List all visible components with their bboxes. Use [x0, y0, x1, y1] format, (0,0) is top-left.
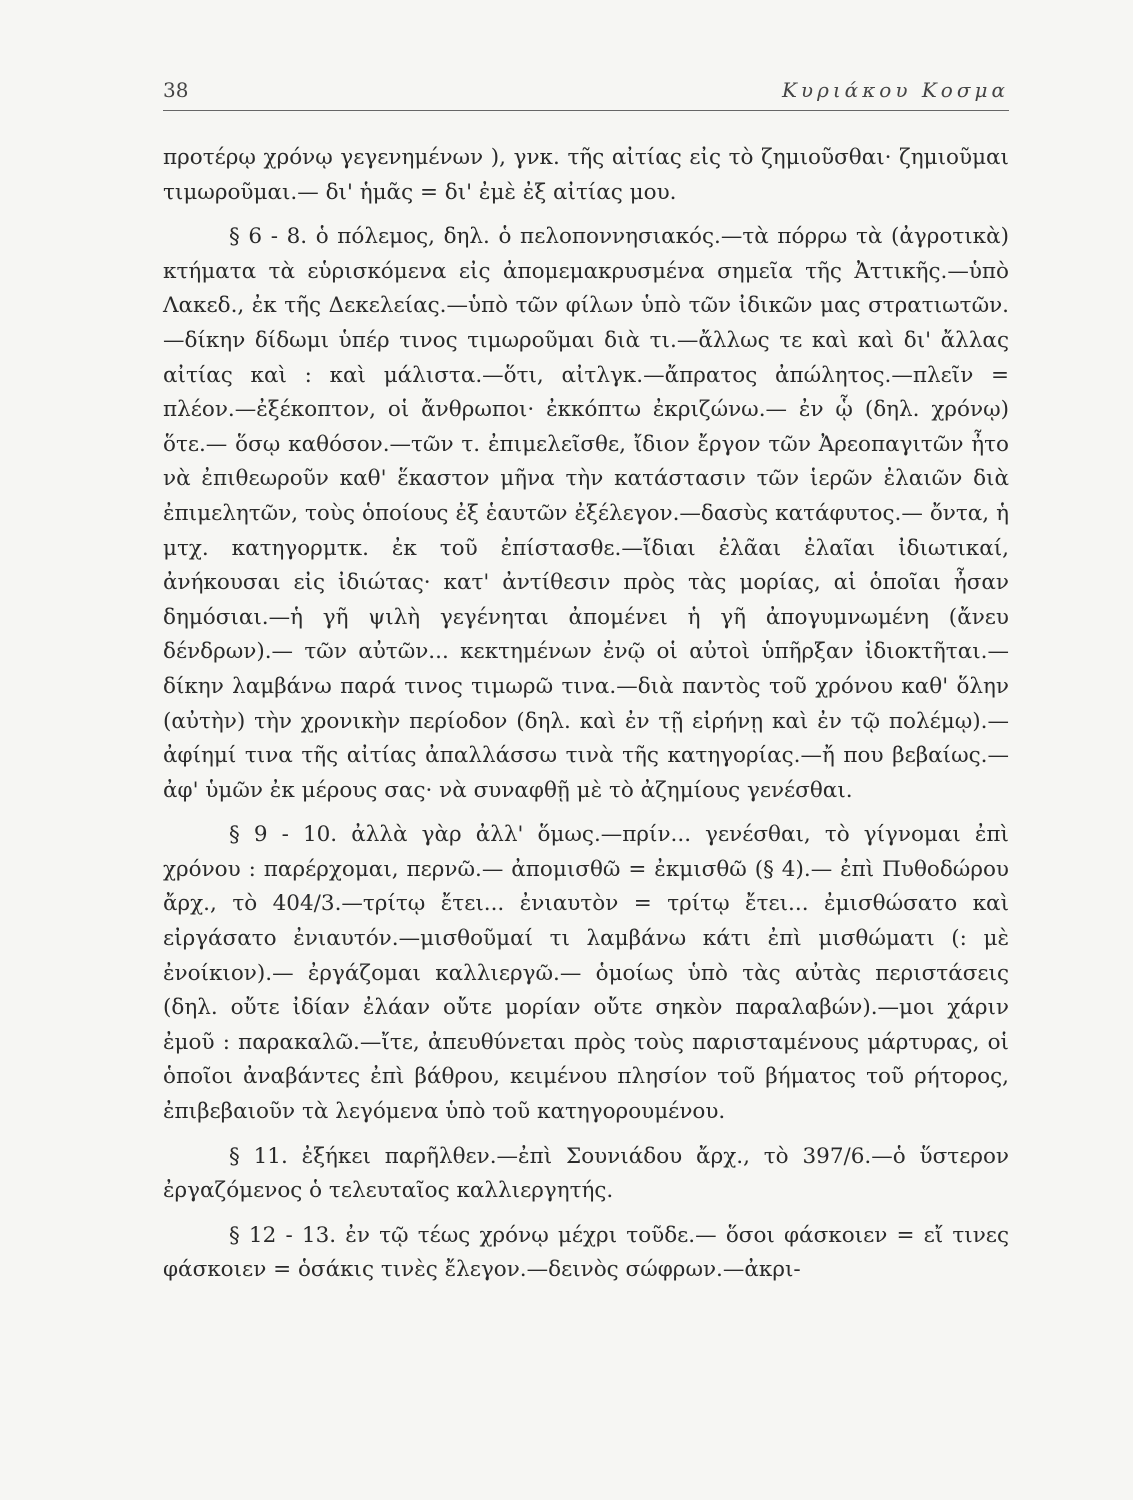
running-head [163, 78, 1009, 111]
commentary-text [163, 141, 1009, 1288]
paragraph-section-12-13: § 12 - 13. ἐν τῷ τέως χρόνῳ μέχρι τοῦδε.— ὅσοι φάσκοιεν = εἴ τινες φάσκοιεν = ὁσάκις τινὲς ἔλεγον.—δεινὸς σώφρων.—ἀκρι- [163, 1222, 1009, 1283]
page-number: 38 [163, 78, 189, 102]
paragraph-section-9-10: § 9 - 10. ἀλλὰ γὰρ ἀλλ' ὅμως.—πρίν... γενέσθαι, τὸ γίγνομαι ἐπὶ χρόνου : παρέρχομαι, περνῶ.— ἀπομισθῶ = ἐκμισθῶ (§ 4).— ἐπὶ Πυθοδώρου ἄρχ., τὸ 404/3.—τρίτῳ ἔτει... ἐνιαυτὸν = τρίτῳ ἔτει... ἐμισθώσατο καὶ εἰργάσατο ἐνιαυτόν.—μισθοῦμαί τι λαμβάνω κάτι ἐπὶ μισθώματι (: μὲ ἐνοίκιον).— ἐργάζομαι καλλιεργῶ.— ὁμοίως ὑπὸ τὰς αὐτὰς περιστάσεις (δηλ. οὔτε ἰδίαν ἐλάαν οὔτε μορίαν οὔτε σηκὸν παραλαβών).—μοι χάριν ἐμοῦ : παρακαλῶ.—ἴτε, ἀπευθύνεται πρὸς τοὺς παρισταμένους μάρτυρας, οἱ ὁποῖοι ἀναβάντες ἐπὶ βάθρου, κειμένου πλησίον τοῦ βήματος τοῦ ρήτορος, ἐπιβεβαιοῦν τὰ λεγόμενα ὑπὸ τοῦ κατηγορουμένου. [163, 822, 1009, 1125]
paragraph-section-11: § 11. ἐξήκει παρῆλθεν.—ἐπὶ Σουνιάδου ἄρχ., τὸ 397/6.—ὁ ὕστερον ἐργαζόμενος ὁ τελευταῖος καλλιεργητής. [163, 1143, 1009, 1204]
book-page [163, 78, 1009, 1288]
running-title: Κυριάκου Κοσμα [781, 78, 1009, 102]
paragraph-section-6-8: § 6 - 8. ὁ πόλεμος, δηλ. ὁ πελοποννησιακός.—τὰ πόρρω τὰ (ἀγροτικὰ) κτήματα τὰ εὑρισκόμενα εἰς ἀπομεμακρυσμένα σημεῖα τῆς Ἀττικῆς.—ὑπὸ Λακεδ., ἐκ τῆς Δεκελείας.—ὑπὸ τῶν φίλων ὑπὸ τῶν ἰδικῶν μας στρατιωτῶν.—δίκην δίδωμι ὑπέρ τινος τιμωροῦμαι διὰ τι.—ἄλλως τε καὶ καὶ δι' ἄλλας αἰτίας καὶ : καὶ μάλιστα.—ὅτι, αἰτλγκ.—ἄπρατος ἀπώλητος.—πλεῖν = πλέον.—ἐξέκοπτον, οἱ ἄνθρωποι· ἐκκόπτω ἐκριζώνω.— ἐν ᾧ (δηλ. χρόνῳ) ὅτε.— ὅσῳ καθόσον.—τῶν τ. ἐπιμελεῖσθε, ἴδιον ἔργον τῶν Ἀρεοπαγιτῶν ἦτο νὰ ἐπιθεωροῦν καθ' ἕκαστον μῆνα τὴν κατάστασιν τῶν ἱερῶν ἐλαιῶν διὰ ἐπιμελητῶν, τοὺς ὁποίους ἐξ ἑαυτῶν ἐξέλεγον.—δασὺς κατάφυτος.— ὄντα, ἡ μτχ. κατηγορμτκ. ἐκ τοῦ ἐπίστασθε.—ἴδιαι ἐλᾶαι ἐλαῖαι ἰδιωτικαί, ἀνήκουσαι εἰς ἰδιώτας· κατ' ἀντίθεσιν πρὸς τὰς μορίας, αἱ ὁποῖαι ἦσαν δημόσιαι.—ἡ γῆ ψιλὴ γεγένηται ἀπομένει ἡ γῆ ἀπογυμνωμένη (ἄνευ δένδρων).— τῶν αὐτῶν... κεκτημένων ἐνῷ οἱ αὐτοὶ ὑπῆρξαν ἰδιοκτῆται.—δίκην λαμβάνω παρά τινος τιμωρῶ τινα.—διὰ παντὸς τοῦ χρόνου καθ' ὅλην (αὐτὴν) τὴν χρονικὴν περίοδον (δηλ. καὶ ἐν τῇ εἰρήνῃ καὶ ἐν τῷ πολέμῳ).—ἀφίημί τινα τῆς αἰτίας ἀπαλλάσσω τινὰ τῆς κατηγορίας.—ἤ που βεβαίως.—ἀφ' ὑμῶν ἐκ μέρους σας· νὰ συναφθῇ μὲ τὸ ἀζημίους γενέσθαι. [163, 224, 1009, 803]
paragraph-continuation: προτέρῳ χρόνῳ γεγενημένων ), γνκ. τῆς αἰτίας εἰς τὸ ζημιοῦσθαι· ζημιοῦμαι τιμωροῦμαι.— δι' ἡμᾶς = δι' ἐμὲ ἐξ αἰτίας μου. [163, 145, 1009, 205]
